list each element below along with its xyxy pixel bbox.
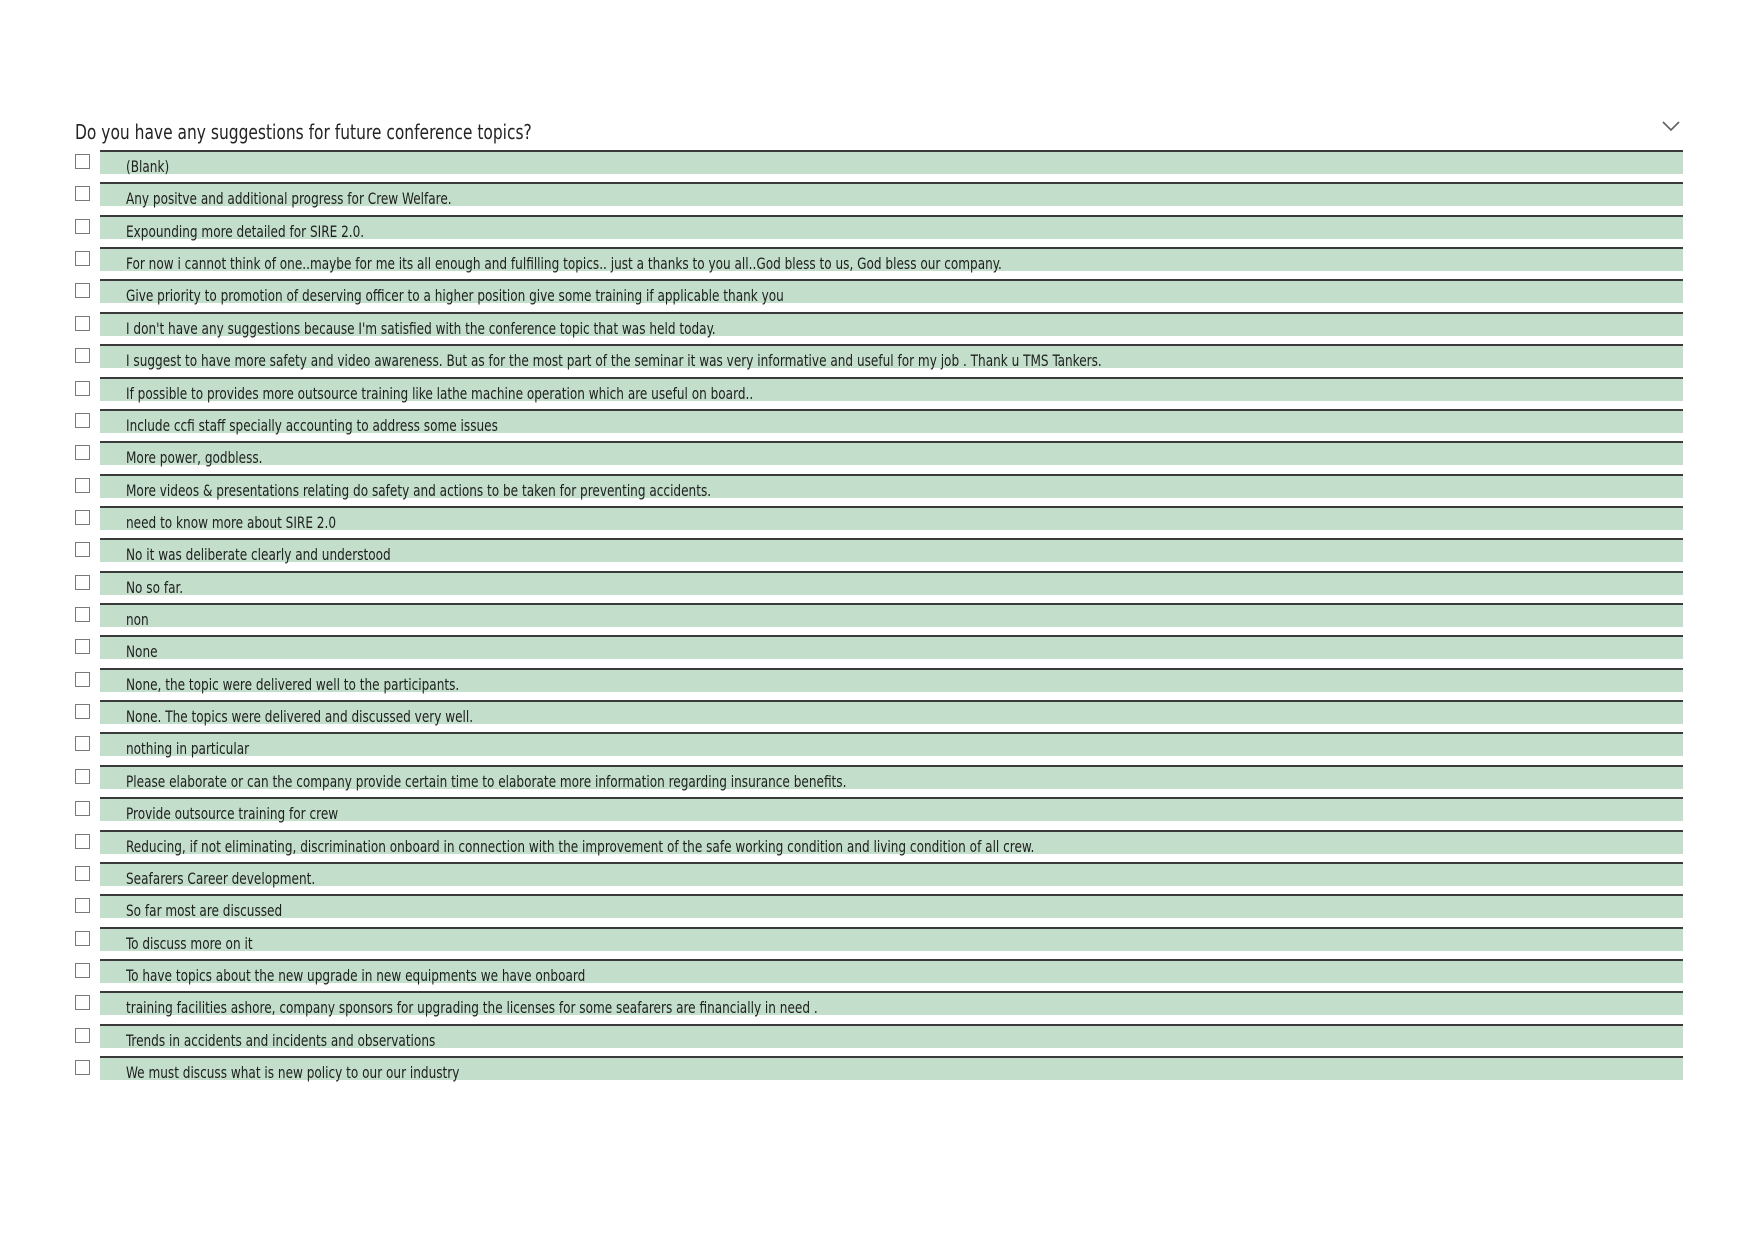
checkbox[interactable] [75,154,90,169]
slicer-title: Do you have any suggestions for future conference topics? [75,120,532,144]
slicer-item-label: To have topics about the new upgrade in new equipments we have onboard [126,965,586,985]
checkbox[interactable] [75,672,90,687]
slicer-item[interactable] [75,244,1683,276]
slicer-item-label: training facilities ashore, company sponsors for upgrading the licenses for some seafarers are financially in need . [126,998,818,1018]
slicer-item-bar [100,441,1683,468]
slicer-item-label: So far most are discussed [126,901,283,921]
slicer-header [75,117,1683,147]
slicer-item[interactable] [75,794,1683,826]
slicer-item-bar [100,312,1683,336]
slicer-item-label: (Blank) [126,157,170,176]
slicer-item-label: I suggest to have more safety and video awareness. But as for the most part of the seminar it was very informative and useful for my job . Thank u TMS Tankers. [126,351,1102,371]
slicer-item-label: I don't have any suggestions because I'm satisfied with the conference topic that was held today. [126,318,716,338]
slicer-visual [75,117,1683,1085]
checkbox[interactable] [75,348,90,363]
slicer-item[interactable] [75,179,1683,211]
slicer-item-label: need to know more about SIRE 2.0 [126,512,337,532]
slicer-item-bar [100,732,1683,759]
slicer-item-bar [100,603,1683,630]
slicer-item-bar [100,377,1683,401]
checkbox[interactable] [75,995,90,1010]
slicer-item[interactable] [75,309,1683,341]
slicer-item[interactable] [75,827,1683,859]
slicer-item[interactable] [75,988,1683,1020]
slicer-item-label: Reducing, if not eliminating, discrimination onboard in connection with the improvement of the safe working condition and living condition of all crew. [126,836,1035,856]
checkbox[interactable] [75,769,90,784]
checkbox[interactable] [75,381,90,396]
slicer-item-bar [100,182,1683,209]
slicer-item-label: To discuss more on it [126,933,253,953]
slicer-item-label: More power, godbless. [126,448,263,468]
slicer-item-bar [100,959,1683,983]
slicer-item[interactable] [75,406,1683,438]
slicer-item-bar [100,700,1683,727]
slicer-item-label: We must discuss what is new policy to our our industry [126,1063,460,1083]
slicer-item[interactable] [75,568,1683,600]
slicer-item-bar [100,247,1683,274]
slicer-item[interactable] [75,859,1683,891]
slicer-item-label: Seafarers Career development. [126,868,316,888]
slicer-item-label: Expounding more detailed for SIRE 2.0. [126,221,365,241]
slicer-item[interactable] [75,503,1683,535]
checkbox[interactable] [75,834,90,849]
checkbox[interactable] [75,445,90,460]
slicer-item-bar [100,765,1683,789]
slicer-item-bar [100,927,1683,951]
slicer-item-bar [100,635,1683,662]
slicer-item[interactable] [75,535,1683,567]
slicer-item-bar [100,991,1683,1018]
slicer-item-label: None, the topic were delivered well to the participants. [126,674,460,694]
slicer-item[interactable] [75,374,1683,406]
checkbox[interactable] [75,1060,90,1075]
slicer-item-label: non [126,610,149,630]
slicer-item-label: No it was deliberate clearly and understood [126,545,391,565]
checkbox[interactable] [75,219,90,234]
slicer-item-bar [100,150,1683,174]
slicer-item-bar [100,668,1683,692]
slicer-item[interactable] [75,1021,1683,1053]
slicer-item[interactable] [75,956,1683,988]
slicer-item[interactable] [75,147,1683,179]
slicer-item-list [75,147,1683,1085]
slicer-item[interactable] [75,1053,1683,1085]
checkbox[interactable] [75,186,90,201]
slicer-item-bar [100,571,1683,595]
slicer-item-bar [100,215,1683,239]
checkbox[interactable] [75,931,90,946]
slicer-item-bar [100,538,1683,565]
slicer-item-bar [100,797,1683,824]
checkbox[interactable] [75,963,90,978]
slicer-item[interactable] [75,729,1683,761]
slicer-item-label: Give priority to promotion of deserving officer to a higher position give some training if applicable thank you [126,286,784,306]
checkbox[interactable] [75,898,90,913]
slicer-item-bar [100,279,1683,306]
slicer-item-bar [100,506,1683,530]
slicer-item[interactable] [75,276,1683,308]
slicer-item-label: None [126,642,158,662]
slicer-item-label: Trends in accidents and incidents and observations [126,1030,436,1050]
checkbox[interactable] [75,413,90,428]
slicer-item-label: More videos & presentations relating do safety and actions to be taken for preventing accidents. [126,480,712,500]
checkbox[interactable] [75,575,90,590]
slicer-item[interactable] [75,665,1683,697]
checkbox[interactable] [75,542,90,557]
slicer-item-label: Please elaborate or can the company provide certain time to elaborate more information regarding insurance benefits. [126,771,847,791]
slicer-item-label: nothing in particular [126,739,250,759]
slicer-item-label: Any positve and additional progress for Crew Welfare. [126,189,452,209]
checkbox[interactable] [75,510,90,525]
slicer-item-label: No so far. [126,577,184,597]
slicer-item[interactable] [75,212,1683,244]
checkbox[interactable] [75,866,90,881]
chevron-down-icon[interactable] [1661,119,1681,133]
checkbox[interactable] [75,607,90,622]
slicer-item[interactable] [75,632,1683,664]
checkbox[interactable] [75,251,90,266]
checkbox[interactable] [75,801,90,816]
slicer-item[interactable] [75,438,1683,470]
slicer-item-bar [100,344,1683,371]
slicer-item-bar [100,1024,1683,1048]
slicer-item-bar [100,830,1683,854]
slicer-item[interactable] [75,924,1683,956]
checkbox[interactable] [75,316,90,331]
slicer-item-label: Provide outsource training for crew [126,804,339,824]
slicer-item-label: None. The topics were delivered and discussed very well. [126,707,474,727]
slicer-item-label: For now i cannot think of one..maybe for me its all enough and fulfilling topics.. just a thanks to you all..God bless to us, God bless our company. [126,254,1002,274]
checkbox[interactable] [75,478,90,493]
slicer-item-bar [100,474,1683,498]
slicer-item[interactable] [75,600,1683,632]
slicer-item-bar [100,1056,1683,1083]
slicer-item-bar [100,862,1683,886]
slicer-item[interactable] [75,697,1683,729]
slicer-item[interactable] [75,891,1683,923]
checkbox[interactable] [75,639,90,654]
checkbox[interactable] [75,736,90,751]
slicer-item[interactable] [75,341,1683,373]
slicer-item[interactable] [75,762,1683,794]
slicer-item[interactable] [75,471,1683,503]
slicer-item-label: If possible to provides more outsource training like lathe machine operation which are useful on board.. [126,383,754,403]
checkbox[interactable] [75,283,90,298]
slicer-item-bar [100,894,1683,921]
checkbox[interactable] [75,1028,90,1043]
slicer-item-bar [100,409,1683,433]
checkbox[interactable] [75,704,90,719]
slicer-item-label: Include ccfi staff specially accounting to address some issues [126,415,498,435]
